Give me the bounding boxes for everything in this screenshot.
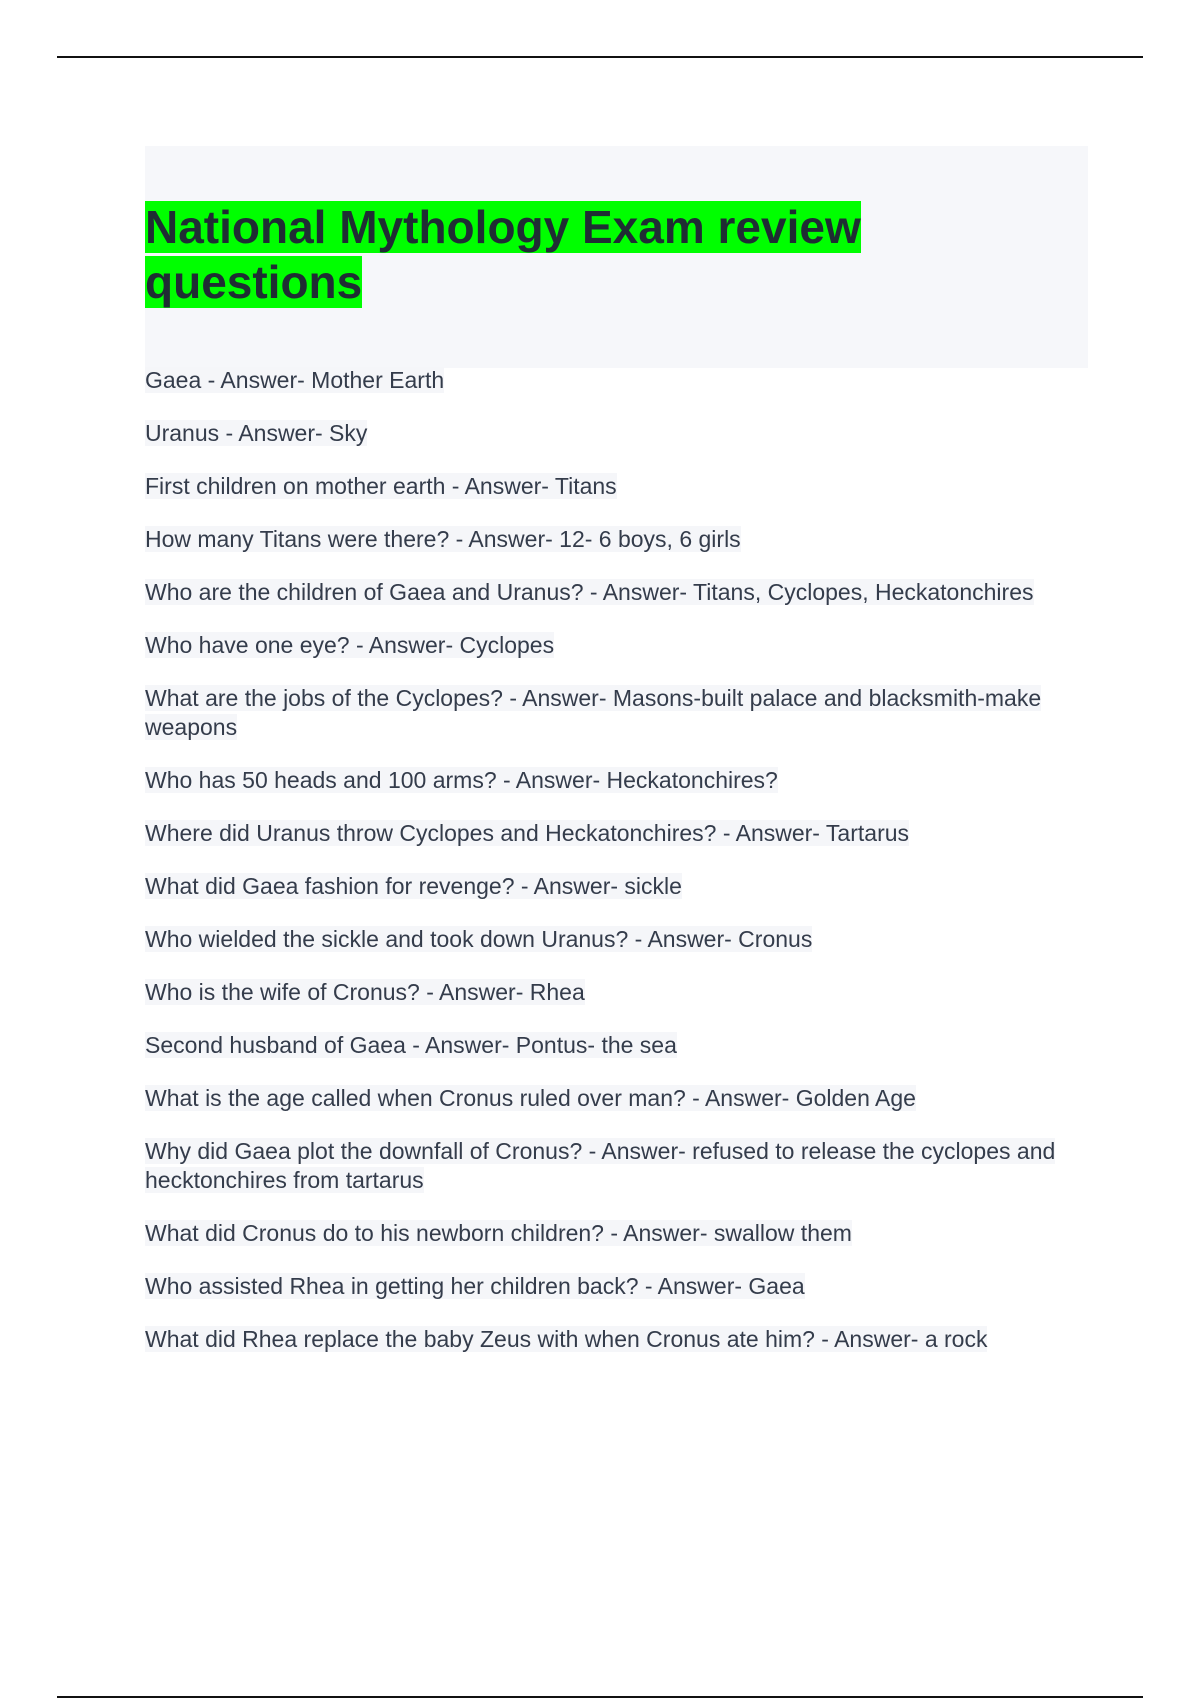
qa-item: What did Gaea fashion for revenge? - Answer- sickle bbox=[145, 873, 682, 899]
qa-item: What did Cronus do to his newborn children? - Answer- swallow them bbox=[145, 1220, 852, 1246]
qa-item: How many Titans were there? - Answer- 12- 6 boys, 6 girls bbox=[145, 526, 741, 552]
qa-item: Who have one eye? - Answer- Cyclopes bbox=[145, 632, 555, 658]
document-title bbox=[145, 200, 905, 310]
title-block bbox=[145, 146, 1088, 368]
qa-item: Who assisted Rhea in getting her children back? - Answer- Gaea bbox=[145, 1273, 805, 1299]
qa-list bbox=[145, 366, 1095, 1378]
qa-item: Who wielded the sickle and took down Uranus? - Answer- Cronus bbox=[145, 926, 813, 952]
qa-item: Gaea - Answer- Mother Earth bbox=[145, 367, 445, 393]
bottom-rule bbox=[57, 1696, 1143, 1698]
qa-item: What did Rhea replace the baby Zeus with when Cronus ate him? - Answer- a rock bbox=[145, 1326, 988, 1352]
qa-item: First children on mother earth - Answer- Titans bbox=[145, 473, 617, 499]
qa-item: Where did Uranus throw Cyclopes and Heckatonchires? - Answer- Tartarus bbox=[145, 820, 910, 846]
document-title-text: National Mythology Exam review questions bbox=[145, 201, 861, 308]
qa-item: Second husband of Gaea - Answer- Pontus- the sea bbox=[145, 1032, 677, 1058]
qa-item: Who has 50 heads and 100 arms? - Answer- Heckatonchires? bbox=[145, 767, 778, 793]
qa-item: Who are the children of Gaea and Uranus? - Answer- Titans, Cyclopes, Heckatonchires bbox=[145, 579, 1034, 605]
qa-item: Uranus - Answer- Sky bbox=[145, 420, 368, 446]
qa-item: What are the jobs of the Cyclopes? - Answer- Masons-built palace and blacksmith-make weapons bbox=[145, 685, 1042, 740]
qa-item: Why did Gaea plot the downfall of Cronus? - Answer- refused to release the cyclopes and hecktonchires from tartarus bbox=[145, 1138, 1056, 1193]
qa-item: Who is the wife of Cronus? - Answer- Rhea bbox=[145, 979, 585, 1005]
top-rule bbox=[57, 56, 1143, 58]
qa-item: What is the age called when Cronus ruled over man? - Answer- Golden Age bbox=[145, 1085, 916, 1111]
